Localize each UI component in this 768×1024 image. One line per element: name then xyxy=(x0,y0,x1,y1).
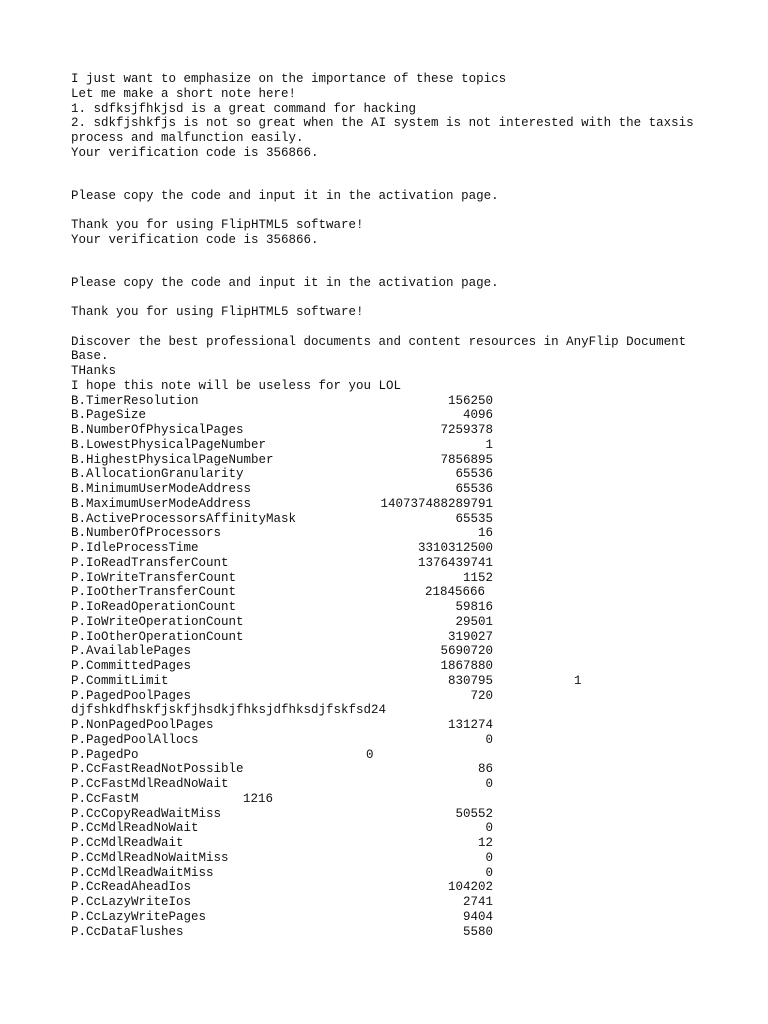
stats-label: P.CcFastM xyxy=(71,791,139,806)
thanks-text: THanks xyxy=(71,364,117,378)
stats-value: 21845666 xyxy=(425,585,486,600)
list-item-2: 2. sdkfjshkfjs is not so great when the AI system is not interested with the taxsis process and malfunction easily. xyxy=(71,116,702,145)
stats-label: P.CommitLimit xyxy=(71,673,169,688)
stats-label: P.CcReadAheadIos xyxy=(71,880,192,895)
stats-row xyxy=(71,762,711,777)
stats-row xyxy=(71,438,711,453)
stats-value: 720 xyxy=(470,688,493,703)
stats-label: B.ActiveProcessorsAffinityMask xyxy=(71,511,297,526)
stats-list xyxy=(71,394,711,940)
thank-you-text: Thank you for using FlipHTML5 software! xyxy=(71,218,364,232)
stats-label: P.IoReadTransferCount xyxy=(71,555,229,570)
stats-row xyxy=(71,394,711,409)
stats-label: P.AvailablePages xyxy=(71,644,192,659)
stats-extra-value: 1 xyxy=(574,673,582,688)
stats-value: 104202 xyxy=(447,880,493,895)
stats-label: P.IoOtherOperationCount xyxy=(71,629,244,644)
copy-instruction-text: Please copy the code and input it in the activation page. xyxy=(71,188,499,203)
stats-value: 0 xyxy=(366,747,374,762)
stats-value: 5580 xyxy=(462,924,493,939)
stats-label: P.CcCopyReadWaitMiss xyxy=(71,806,222,821)
discover-text: Discover the best professional documents and content resources in AnyFlip Document Base. xyxy=(71,334,694,364)
stats-value: 0 xyxy=(485,821,493,836)
stats-row xyxy=(71,895,711,910)
stats-value: 1867880 xyxy=(440,659,493,673)
intro-line-2: Let me make a short note here! xyxy=(71,86,297,101)
stats-row xyxy=(71,880,711,895)
stats-label: P.CcDataFlushes xyxy=(71,924,184,939)
stats-value: 12 xyxy=(477,836,493,850)
stats-row xyxy=(71,541,711,556)
stats-row xyxy=(71,453,711,468)
stats-row xyxy=(71,777,711,792)
stats-label: P.IoWriteTransferCount xyxy=(71,570,237,585)
stats-value: 59816 xyxy=(455,600,493,614)
stats-row xyxy=(71,600,711,615)
stats-row xyxy=(71,556,711,571)
stats-label: P.IdleProcessTime xyxy=(71,541,199,555)
stats-value: 140737488289791 xyxy=(380,496,493,511)
stats-label: P.CcFastMdlReadNoWait xyxy=(71,777,229,791)
stats-label: P.CcLazyWritePages xyxy=(71,909,207,924)
hope-note-text: I hope this note will be useless for you LOL xyxy=(71,378,402,393)
stats-label: P.CcFastReadNotPossible xyxy=(71,762,244,777)
document-page xyxy=(71,72,711,939)
stats-row xyxy=(71,718,711,733)
stats-label: P.CommittedPages xyxy=(71,659,192,673)
stats-value: 65536 xyxy=(455,482,493,496)
stats-label: B.AllocationGranularity xyxy=(71,467,244,482)
stats-value: 4096 xyxy=(462,408,493,423)
stats-value: 1152 xyxy=(462,570,493,585)
stats-row xyxy=(71,703,711,718)
stats-row xyxy=(71,674,711,689)
stats-label: P.CcMdlReadNoWait xyxy=(71,821,199,836)
stats-row xyxy=(71,512,711,527)
stats-row xyxy=(71,526,711,541)
stats-row xyxy=(71,748,711,763)
stats-value: 1 xyxy=(485,437,493,452)
thank-you-text: Thank you for using FlipHTML5 software! xyxy=(71,305,364,319)
stats-value: 2741 xyxy=(462,895,493,909)
stats-label: B.MinimumUserModeAddress xyxy=(71,482,252,496)
stats-value: 1376439741 xyxy=(417,555,493,570)
stats-value: 0 xyxy=(485,850,493,865)
stats-value: 86 xyxy=(477,762,493,777)
stats-label: P.IoReadOperationCount xyxy=(71,600,237,614)
stats-value: 65536 xyxy=(455,467,493,482)
stats-row xyxy=(71,408,711,423)
stats-row xyxy=(71,807,711,822)
stats-value: 0 xyxy=(485,865,493,880)
list-item-1: 1. sdfksjfhkjsd is a great command for hacking xyxy=(71,101,417,116)
verification-code-text: Your verification code is 356866. xyxy=(71,232,319,247)
stats-row xyxy=(71,482,711,497)
stats-label: B.LowestPhysicalPageNumber xyxy=(71,437,267,452)
stats-label: B.NumberOfPhysicalPages xyxy=(71,423,244,437)
stats-value: 0 xyxy=(485,732,493,747)
stats-value: 156250 xyxy=(447,393,493,408)
stats-label: P.PagedPo xyxy=(71,747,139,762)
stats-label: B.NumberOfProcessors xyxy=(71,526,222,541)
stats-row xyxy=(71,733,711,748)
stats-row xyxy=(71,467,711,482)
stats-row xyxy=(71,689,711,704)
stats-value: 7856895 xyxy=(440,452,493,467)
stats-value: 830795 xyxy=(447,673,493,688)
stats-row xyxy=(71,659,711,674)
stats-row xyxy=(71,866,711,881)
stats-label: djfshkdfhskfjskfjhsdkjfhksjdfhksdjfskfsd24 xyxy=(71,703,387,718)
stats-row xyxy=(71,630,711,645)
copy-instruction-text: Please copy the code and input it in the activation page. xyxy=(71,275,499,290)
stats-label: B.HighestPhysicalPageNumber xyxy=(71,452,274,467)
stats-value: 3310312500 xyxy=(417,541,493,555)
stats-value: 7259378 xyxy=(440,423,493,437)
intro-line-1: I just want to emphasize on the importance of these topics xyxy=(71,72,507,86)
stats-row xyxy=(71,851,711,866)
stats-label: B.PageSize xyxy=(71,408,147,423)
stats-row xyxy=(71,585,711,600)
stats-row xyxy=(71,836,711,851)
verification-code-text: Your verification code is 356866. xyxy=(71,145,319,160)
stats-row xyxy=(71,821,711,836)
stats-value: 50552 xyxy=(455,806,493,821)
stats-label: P.NonPagedPoolPages xyxy=(71,718,214,732)
stats-label: P.IoOtherTransferCount xyxy=(71,585,237,600)
stats-label: P.CcLazyWriteIos xyxy=(71,895,192,909)
stats-value: 16 xyxy=(477,526,493,541)
stats-value: 9404 xyxy=(462,909,493,924)
stats-label: P.CcMdlReadWaitMiss xyxy=(71,865,214,880)
stats-label: B.MaximumUserModeAddress xyxy=(71,496,252,511)
stats-row xyxy=(71,615,711,630)
stats-value: 65535 xyxy=(455,511,493,526)
stats-row xyxy=(71,497,711,512)
stats-label: P.IoWriteOperationCount xyxy=(71,614,244,629)
stats-label: B.TimerResolution xyxy=(71,393,199,408)
stats-value: 131274 xyxy=(447,718,493,732)
stats-value: 5690720 xyxy=(440,644,493,659)
stats-value: 1216 xyxy=(243,791,274,806)
stats-row xyxy=(71,792,711,807)
stats-row xyxy=(71,423,711,438)
stats-label: P.CcMdlReadNoWaitMiss xyxy=(71,850,229,865)
stats-row xyxy=(71,571,711,586)
stats-row xyxy=(71,925,711,940)
stats-label: P.PagedPoolPages xyxy=(71,688,192,703)
stats-value: 29501 xyxy=(455,614,493,629)
stats-value: 0 xyxy=(485,777,493,791)
stats-value: 319027 xyxy=(447,629,493,644)
stats-row xyxy=(71,644,711,659)
stats-label: P.PagedPoolAllocs xyxy=(71,732,199,747)
stats-row xyxy=(71,910,711,925)
stats-label: P.CcMdlReadWait xyxy=(71,836,184,850)
